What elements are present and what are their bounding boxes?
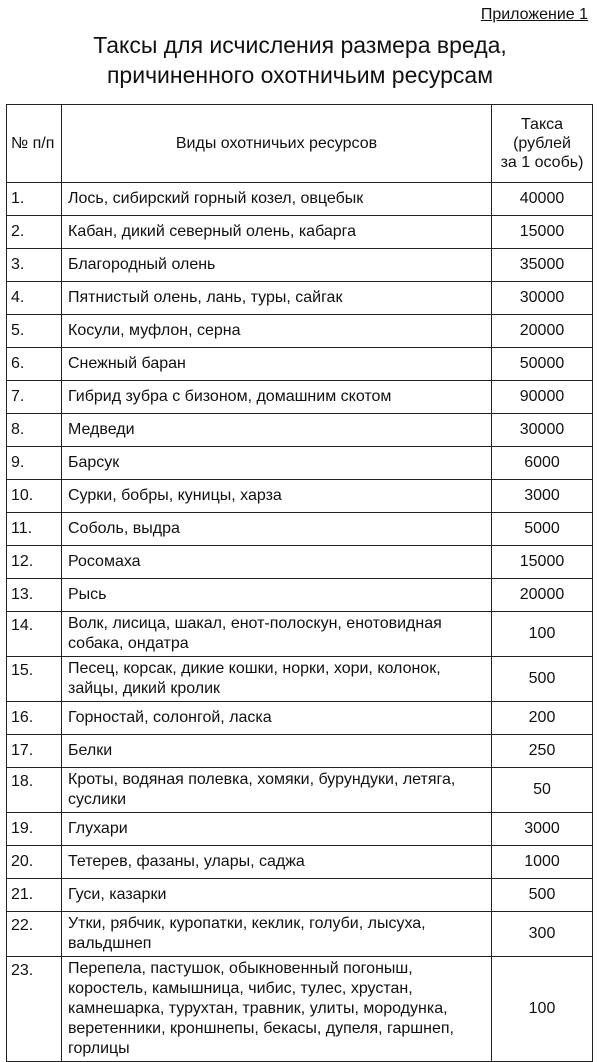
row-number: 1. xyxy=(7,183,62,216)
row-number: 12. xyxy=(7,546,62,579)
row-tax-value: 30000 xyxy=(492,282,593,315)
document-title xyxy=(0,30,600,90)
row-number: 20. xyxy=(7,846,62,879)
row-species: Соболь, выдра xyxy=(62,513,492,546)
table-row xyxy=(7,957,593,1062)
row-number: 15. xyxy=(7,657,62,702)
row-number: 18. xyxy=(7,768,62,813)
row-number: 14. xyxy=(7,612,62,657)
row-number: 4. xyxy=(7,282,62,315)
row-species: Горностай, солонгой, ласка xyxy=(62,702,492,735)
title-line-2: причиненного охотничьим ресурсам xyxy=(106,62,494,88)
tax-table xyxy=(6,104,593,1062)
row-number: 10. xyxy=(7,480,62,513)
row-tax-value: 100 xyxy=(492,957,593,1062)
table-row xyxy=(7,480,593,513)
table-row xyxy=(7,348,593,381)
table-header-row xyxy=(7,105,593,183)
row-species: Утки, рябчик, куропатки, кеклик, голуби, лысуха, вальдшнеп xyxy=(62,912,492,957)
table-row xyxy=(7,249,593,282)
row-species: Кабан, дикий северный олень, кабарга xyxy=(62,216,492,249)
table-row xyxy=(7,216,593,249)
table-row xyxy=(7,702,593,735)
row-number: 5. xyxy=(7,315,62,348)
row-number: 17. xyxy=(7,735,62,768)
row-tax-value: 500 xyxy=(492,657,593,702)
row-species: Лось, сибирский горный козел, овцебык xyxy=(62,183,492,216)
row-species: Волк, лисица, шакал, енот-полоскун, енотовидная собака, ондатра xyxy=(62,612,492,657)
row-tax-value: 15000 xyxy=(492,216,593,249)
row-tax-value: 6000 xyxy=(492,447,593,480)
table-row xyxy=(7,657,593,702)
table-row xyxy=(7,813,593,846)
table-body xyxy=(7,183,593,1062)
row-species: Кроты, водяная полевка, хомяки, бурундуки, летяга, суслики xyxy=(62,768,492,813)
row-species: Росомаха xyxy=(62,546,492,579)
table-row xyxy=(7,768,593,813)
header-tax-line-3: за 1 особь) xyxy=(500,154,584,171)
row-tax-value: 20000 xyxy=(492,579,593,612)
table-row xyxy=(7,912,593,957)
row-tax-value: 1000 xyxy=(492,846,593,879)
row-number: 13. xyxy=(7,579,62,612)
row-number: 6. xyxy=(7,348,62,381)
row-tax-value: 250 xyxy=(492,735,593,768)
row-tax-value: 500 xyxy=(492,879,593,912)
row-species: Сурки, бобры, куницы, харза xyxy=(62,480,492,513)
header-tax xyxy=(492,105,593,183)
row-number: 8. xyxy=(7,414,62,447)
table-row xyxy=(7,513,593,546)
row-number: 9. xyxy=(7,447,62,480)
table-row xyxy=(7,183,593,216)
appendix-label: Приложение 1 xyxy=(480,6,588,23)
row-species: Благородный олень xyxy=(62,249,492,282)
table-row xyxy=(7,381,593,414)
header-num: № п/п xyxy=(7,105,62,183)
row-species: Глухари xyxy=(62,813,492,846)
table-row xyxy=(7,846,593,879)
row-species: Белки xyxy=(62,735,492,768)
row-tax-value: 30000 xyxy=(492,414,593,447)
row-species: Пятнистый олень, лань, туры, сайгак xyxy=(62,282,492,315)
row-species: Перепела, пастушок, обыкновенный погоныш, коростель, камышница, чибис, тулес, хрустан, камнешарка, турухтан, травник, улиты, мородунка, веретенники, кроншнепы, бекасы, дупеля, гаршнеп, горлицы xyxy=(62,957,492,1062)
table-row xyxy=(7,612,593,657)
row-species: Медведи xyxy=(62,414,492,447)
row-species: Гуси, казарки xyxy=(62,879,492,912)
row-number: 7. xyxy=(7,381,62,414)
row-species: Барсук xyxy=(62,447,492,480)
row-number: 21. xyxy=(7,879,62,912)
row-species: Гибрид зубра с бизоном, домашним скотом xyxy=(62,381,492,414)
row-number: 2. xyxy=(7,216,62,249)
row-species: Снежный баран xyxy=(62,348,492,381)
title-line-1: Таксы для исчисления размера вреда, xyxy=(93,32,507,58)
table-row xyxy=(7,315,593,348)
row-tax-value: 20000 xyxy=(492,315,593,348)
table-row xyxy=(7,282,593,315)
row-tax-value: 40000 xyxy=(492,183,593,216)
row-number: 19. xyxy=(7,813,62,846)
row-tax-value: 200 xyxy=(492,702,593,735)
row-tax-value: 5000 xyxy=(492,513,593,546)
row-species: Тетерев, фазаны, улары, саджа xyxy=(62,846,492,879)
table-row xyxy=(7,546,593,579)
row-tax-value: 3000 xyxy=(492,480,593,513)
header-tax-line-2: (рублей xyxy=(513,135,571,152)
row-tax-value: 3000 xyxy=(492,813,593,846)
row-species: Рысь xyxy=(62,579,492,612)
row-tax-value: 90000 xyxy=(492,381,593,414)
row-species: Песец, корсак, дикие кошки, норки, хори, колонок, зайцы, дикий кролик xyxy=(62,657,492,702)
row-tax-value: 50000 xyxy=(492,348,593,381)
row-tax-value: 35000 xyxy=(492,249,593,282)
table-row xyxy=(7,447,593,480)
row-number: 23. xyxy=(7,957,62,1062)
header-name: Виды охотничьих ресурсов xyxy=(62,105,492,183)
row-tax-value: 100 xyxy=(492,612,593,657)
table-row xyxy=(7,735,593,768)
table-row xyxy=(7,414,593,447)
row-number: 11. xyxy=(7,513,62,546)
table-row xyxy=(7,579,593,612)
row-number: 3. xyxy=(7,249,62,282)
header-tax-line-1: Такса xyxy=(520,116,564,133)
table-row xyxy=(7,879,593,912)
row-tax-value: 300 xyxy=(492,912,593,957)
row-species: Косули, муфлон, серна xyxy=(62,315,492,348)
row-tax-value: 50 xyxy=(492,768,593,813)
row-tax-value: 15000 xyxy=(492,546,593,579)
row-number: 22. xyxy=(7,912,62,957)
row-number: 16. xyxy=(7,702,62,735)
